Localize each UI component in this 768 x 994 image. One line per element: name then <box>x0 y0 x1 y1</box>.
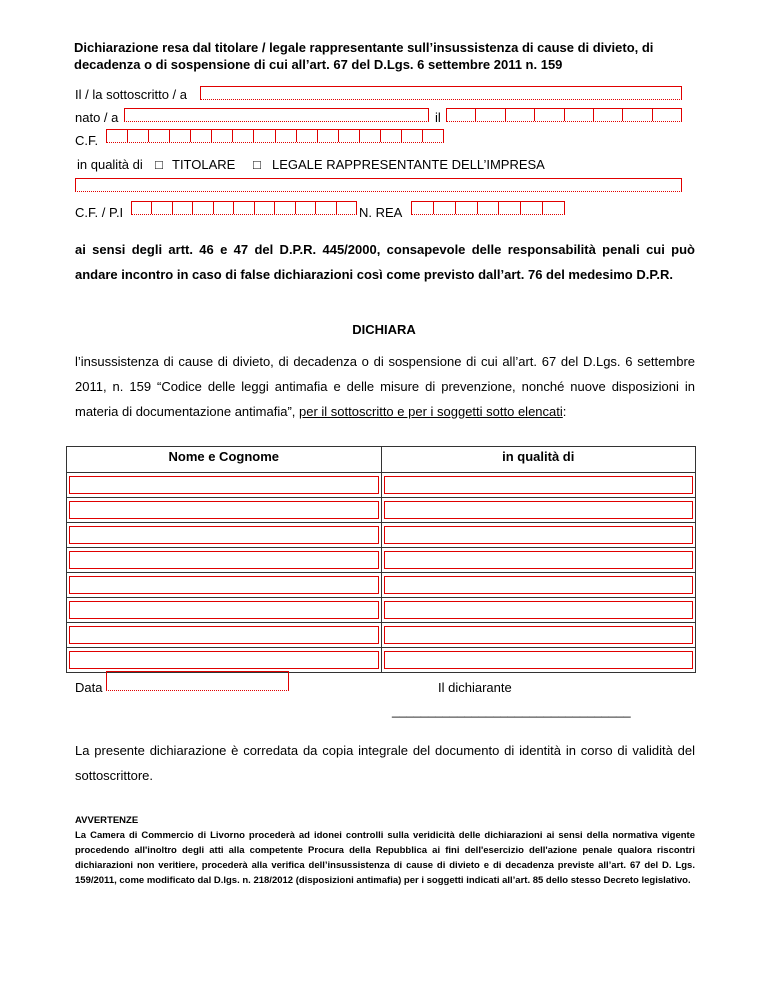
cf-piva-label: C.F. / P.I <box>75 205 124 220</box>
nome-cell[interactable] <box>69 551 379 569</box>
nome-cell[interactable] <box>69 576 379 594</box>
dichiarante-label: Il dichiarante <box>438 680 512 695</box>
body-end: : <box>562 404 567 419</box>
column-header-nome: Nome e Cognome <box>67 447 382 473</box>
nato-field[interactable] <box>124 108 429 122</box>
titolare-checkbox[interactable]: □ <box>155 157 163 172</box>
codice-fiscale-field[interactable] <box>106 129 444 143</box>
avvertenze-text: La Camera di Commercio di Livorno procederà ad idonei controlli sulla veridicità delle dichiarazioni ai sensi della normativa vigente procedendo all'inoltro degli atti alla competente Procura della Repubblica ai fini dell'esercizio dell'azione penale qualora riscontri dichiarazioni non veritiere, procederà alla verifica dell’insussistenza di cause di divieto e di decadenza previste all’art. 67 del D. Lgs. 159/2011, come modificato dal D.lgs. n. 218/2012 (disposizioni antimafia) per i soggetti indicati all’art. 85 dello stesso Decreto legislativo. <box>75 830 695 886</box>
legale-label: LEGALE RAPPRESENTANTE DELL’IMPRESA <box>272 157 545 172</box>
legale-checkbox[interactable]: □ <box>253 157 261 172</box>
nome-cell[interactable] <box>69 651 379 669</box>
sottoscritto-field[interactable] <box>200 86 682 100</box>
dichiara-heading: DICHIARA <box>352 322 416 337</box>
signature-line[interactable]: _________________________________ <box>392 703 631 718</box>
table-header-row <box>67 447 696 473</box>
qualita-cell[interactable] <box>384 601 694 619</box>
data-field[interactable] <box>106 671 289 691</box>
piva-field[interactable] <box>131 201 357 215</box>
qualita-cell[interactable] <box>384 476 694 494</box>
titolare-label: TITOLARE <box>172 157 236 172</box>
nome-cell[interactable] <box>69 501 379 519</box>
impresa-field[interactable] <box>75 178 682 192</box>
nome-cell[interactable] <box>69 626 379 644</box>
body-text: l’insussistenza di cause di divieto, di decadenza o di sospensione di cui all’art. 67 del D.Lgs. 6 settembre 2011, n. 159 “Codice delle leggi antimafia e delle misure di prevenzione, nonché nuove disposizioni in materia di documentazione antimafia”, <box>75 354 695 419</box>
nato-label: nato / a <box>75 110 119 125</box>
birthdate-field[interactable] <box>446 108 682 122</box>
subjects-table <box>66 446 696 673</box>
il-label: il <box>435 110 441 125</box>
nome-cell[interactable] <box>69 526 379 544</box>
qualita-cell[interactable] <box>384 501 694 519</box>
qualita-cell[interactable] <box>384 626 694 644</box>
table-row <box>67 523 696 548</box>
qualita-cell[interactable] <box>384 551 694 569</box>
qualita-cell[interactable] <box>384 651 694 669</box>
cf-label: C.F. <box>75 133 99 148</box>
sottoscritto-label: Il / la sottoscritto / a <box>75 87 187 102</box>
body-underlined-text: per il sottoscritto e per i soggetti sotto elencati <box>299 404 563 419</box>
qualita-cell[interactable] <box>384 576 694 594</box>
table-row <box>67 573 696 598</box>
table-row <box>67 498 696 523</box>
table-row <box>67 648 696 673</box>
table-row <box>67 623 696 648</box>
intro-paragraph: ai sensi degli artt. 46 e 47 del D.P.R. 445/2000, consapevole delle responsabilità penali cui può andare incontro in caso di false dichiarazioni così come previsto dall’art. 76 del medesimo D.P.R. <box>75 242 695 282</box>
table-row <box>67 473 696 498</box>
column-header-qualita: in qualità di <box>381 447 696 473</box>
rea-label: N. REA <box>359 205 403 220</box>
data-label: Data <box>75 680 103 695</box>
nome-cell[interactable] <box>69 476 379 494</box>
avvertenze-title: AVVERTENZE <box>75 815 139 826</box>
table-row <box>67 598 696 623</box>
qualita-label: in qualità di <box>77 157 143 172</box>
table-row <box>67 548 696 573</box>
document-title: Dichiarazione resa dal titolare / legale rappresentante sull’insussistenza di cause di divieto, di decadenza o di sospensione di cui all’art. 67 del D.Lgs. 6 settembre 2011 n. 159 <box>74 40 654 72</box>
rea-field[interactable] <box>411 201 565 215</box>
body-paragraph <box>75 349 695 424</box>
qualita-cell[interactable] <box>384 526 694 544</box>
nome-cell[interactable] <box>69 601 379 619</box>
allegato-paragraph: La presente dichiarazione è corredata da copia integrale del documento di identità in corso di validità del sottoscrittore. <box>75 743 695 783</box>
